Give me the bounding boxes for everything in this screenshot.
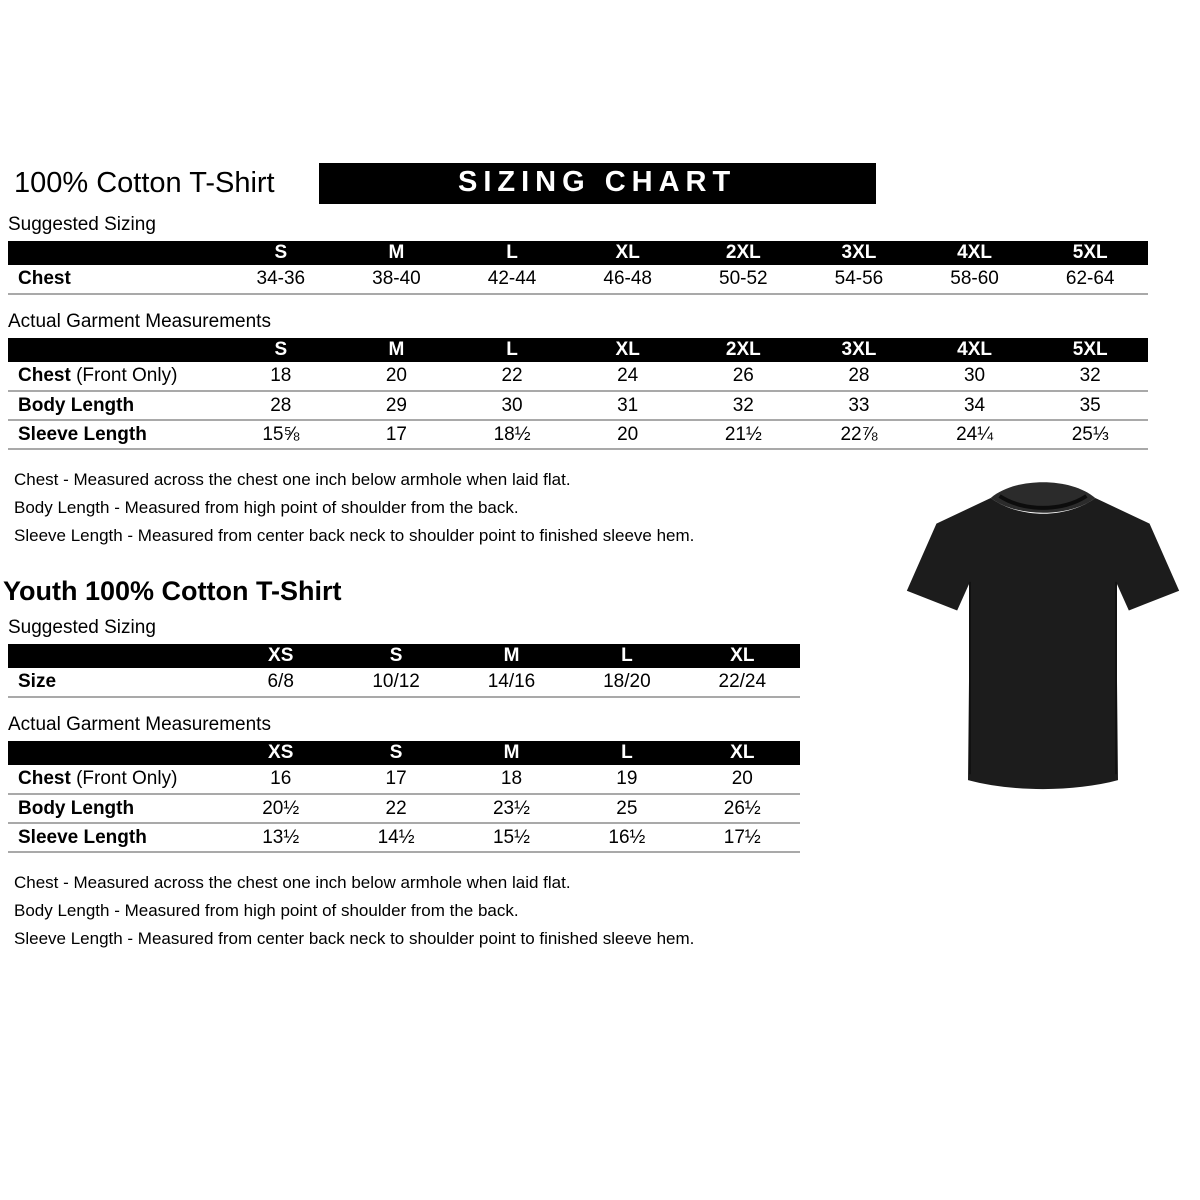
measurement-value-cell: 62-64 xyxy=(1065,268,1115,289)
adult-actual-measurements-label: Actual Garment Measurements xyxy=(8,311,271,332)
measurement-value-cell: 13½ xyxy=(262,826,300,848)
youth-measurement-notes xyxy=(14,869,1200,953)
size-column-header: XL xyxy=(685,644,800,668)
measurement-value-cell: 23½ xyxy=(492,797,530,819)
measurement-value-cell: 14½ xyxy=(377,826,415,848)
size-column-header: S xyxy=(223,241,339,265)
measurement-value-cell: 50-52 xyxy=(719,268,768,289)
measurement-value-cell: 22 xyxy=(385,797,407,819)
measurement-value-cell: 15½ xyxy=(492,826,530,848)
chest-note: Chest - Measured across the chest one inch below armhole when laid flat. xyxy=(14,470,571,489)
measurement-value-cell: 25⅓ xyxy=(1071,423,1109,445)
measurement-value-cell: 20½ xyxy=(262,797,300,819)
measurement-value-cell: 33 xyxy=(848,394,870,416)
measurement-value-cell: 46-48 xyxy=(603,268,652,289)
measurement-value-cell: 22/24 xyxy=(718,671,767,692)
size-column-header: 2XL xyxy=(686,241,802,265)
sleeve-length-note: Sleeve Length - Measured from center back neck to shoulder point to finished sleeve hem. xyxy=(14,526,695,545)
table-header-row xyxy=(8,241,1148,265)
size-column-header: 4XL xyxy=(917,338,1033,362)
measurement-value-cell: 38-40 xyxy=(372,268,421,289)
measurement-value-cell: 24¼ xyxy=(956,423,994,445)
measurement-value-cell: 14/16 xyxy=(487,671,536,692)
measurement-value-cell: 30 xyxy=(963,365,986,386)
measurement-value-cell: 29 xyxy=(385,394,407,416)
size-column-header: M xyxy=(454,741,569,765)
measurement-value-cell: 19 xyxy=(616,768,638,789)
measurement-value-cell: 58-60 xyxy=(950,268,999,289)
youth-section-title: Youth 100% Cotton T-Shirt xyxy=(3,576,342,606)
measurement-value-cell: 31 xyxy=(617,394,639,416)
size-column-header: S xyxy=(338,741,453,765)
header-corner-cell xyxy=(8,644,223,668)
row-label: Sleeve Length xyxy=(18,826,147,848)
measurement-value-cell: 18 xyxy=(500,768,523,789)
youth-actual-measurements-table xyxy=(8,741,800,853)
size-column-header: XS xyxy=(223,644,338,668)
measurement-value-cell: 42-44 xyxy=(487,268,537,289)
table-header-row xyxy=(8,644,800,668)
size-column-header: XL xyxy=(570,338,686,362)
measurement-value-cell: 17½ xyxy=(723,826,761,848)
measurement-value-cell: 17 xyxy=(385,423,407,445)
measurement-value-cell: 10/12 xyxy=(372,671,420,692)
measurement-value-cell: 20 xyxy=(385,365,407,386)
row-label: Chest (Front Only) xyxy=(18,365,178,386)
measurement-value-cell: 21½ xyxy=(724,423,762,445)
adult-suggested-sizing-table xyxy=(8,241,1148,295)
youth-actual-measurements-label: Actual Garment Measurements xyxy=(8,714,271,735)
header-corner-cell xyxy=(8,741,223,765)
table-header-row xyxy=(8,338,1148,362)
chest-note: Chest - Measured across the chest one inch below armhole when laid flat. xyxy=(14,873,571,892)
size-column-header: 3XL xyxy=(801,241,917,265)
measurement-value-cell: 34 xyxy=(963,394,986,416)
row-label: Chest (Front Only) xyxy=(18,768,178,789)
adult-suggested-sizing-label: Suggested Sizing xyxy=(8,214,156,235)
size-column-header: M xyxy=(339,338,455,362)
measurement-value-cell: 32 xyxy=(1079,365,1101,386)
table-row xyxy=(8,391,1148,420)
measurement-value-cell: 16½ xyxy=(608,826,646,848)
measurement-value-cell: 25 xyxy=(616,797,638,819)
measurement-value-cell: 22 xyxy=(501,365,523,386)
page-title: 100% Cotton T-Shirt xyxy=(14,167,275,199)
size-column-header: S xyxy=(338,644,453,668)
size-column-header: L xyxy=(454,241,570,265)
measurement-value-cell: 6/8 xyxy=(267,671,294,692)
tshirt-icon xyxy=(895,476,1191,816)
size-column-header: XL xyxy=(685,741,800,765)
row-label: Body Length xyxy=(18,394,135,416)
measurement-value-cell: 28 xyxy=(270,394,292,416)
size-column-header: 4XL xyxy=(917,241,1033,265)
sizing-chart-banner: SIZING CHART xyxy=(319,163,876,204)
measurement-value-cell: 15⅝ xyxy=(262,423,300,445)
measurement-value-cell: 30 xyxy=(501,394,523,416)
table-header-row xyxy=(8,741,800,765)
measurement-value-cell: 28 xyxy=(848,365,870,386)
page-header xyxy=(14,163,1200,204)
table-row xyxy=(8,362,1148,391)
table-row xyxy=(8,765,800,794)
table-row xyxy=(8,794,800,823)
row-label: Body Length xyxy=(18,797,135,819)
measurement-value-cell: 34-36 xyxy=(256,268,306,289)
row-label-note: (Front Only) xyxy=(70,768,178,789)
measurement-value-cell: 24 xyxy=(617,365,639,386)
measurement-value-cell: 17 xyxy=(385,768,407,789)
size-column-header: 5XL xyxy=(1032,338,1148,362)
size-column-header: 3XL xyxy=(801,338,917,362)
size-column-header: S xyxy=(223,338,339,362)
measurement-value-cell: 54-56 xyxy=(834,268,884,289)
table-row xyxy=(8,668,800,697)
size-column-header: L xyxy=(569,741,684,765)
row-label: Chest xyxy=(18,268,71,289)
measurement-value-cell: 26½ xyxy=(723,797,761,819)
table-row xyxy=(8,823,800,852)
table-row xyxy=(8,420,1148,449)
row-label-note: (Front Only) xyxy=(70,365,178,386)
row-label: Sleeve Length xyxy=(18,423,147,445)
measurement-value-cell: 16 xyxy=(270,768,292,789)
measurement-value-cell: 20 xyxy=(731,768,753,789)
youth-suggested-sizing-label: Suggested Sizing xyxy=(8,617,156,638)
measurement-value-cell: 26 xyxy=(732,365,754,386)
size-column-header: M xyxy=(454,644,569,668)
size-column-header: L xyxy=(454,338,570,362)
size-column-header: XS xyxy=(223,741,338,765)
tshirt-graphic xyxy=(895,476,1191,816)
measurement-value-cell: 32 xyxy=(732,394,754,416)
sleeve-length-note: Sleeve Length - Measured from center back neck to shoulder point to finished sleeve hem. xyxy=(14,929,695,948)
table-row xyxy=(8,265,1148,294)
measurement-value-cell: 35 xyxy=(1079,394,1101,416)
size-column-header: 5XL xyxy=(1032,241,1148,265)
header-corner-cell xyxy=(8,241,223,265)
row-label: Size xyxy=(18,671,57,692)
measurement-value-cell: 18 xyxy=(270,365,292,386)
size-column-header: L xyxy=(569,644,684,668)
adult-actual-measurements-table xyxy=(8,338,1148,450)
measurement-value-cell: 22⅞ xyxy=(840,423,878,445)
size-column-header: M xyxy=(339,241,455,265)
body-length-note: Body Length - Measured from high point of shoulder from the back. xyxy=(14,498,519,517)
measurement-value-cell: 18/20 xyxy=(603,671,651,692)
body-length-note: Body Length - Measured from high point of shoulder from the back. xyxy=(14,901,519,920)
size-column-header: XL xyxy=(570,241,686,265)
measurement-value-cell: 18½ xyxy=(493,423,531,445)
size-column-header: 2XL xyxy=(686,338,802,362)
youth-suggested-sizing-table xyxy=(8,644,800,698)
header-corner-cell xyxy=(8,338,223,362)
measurement-value-cell: 20 xyxy=(617,423,639,445)
